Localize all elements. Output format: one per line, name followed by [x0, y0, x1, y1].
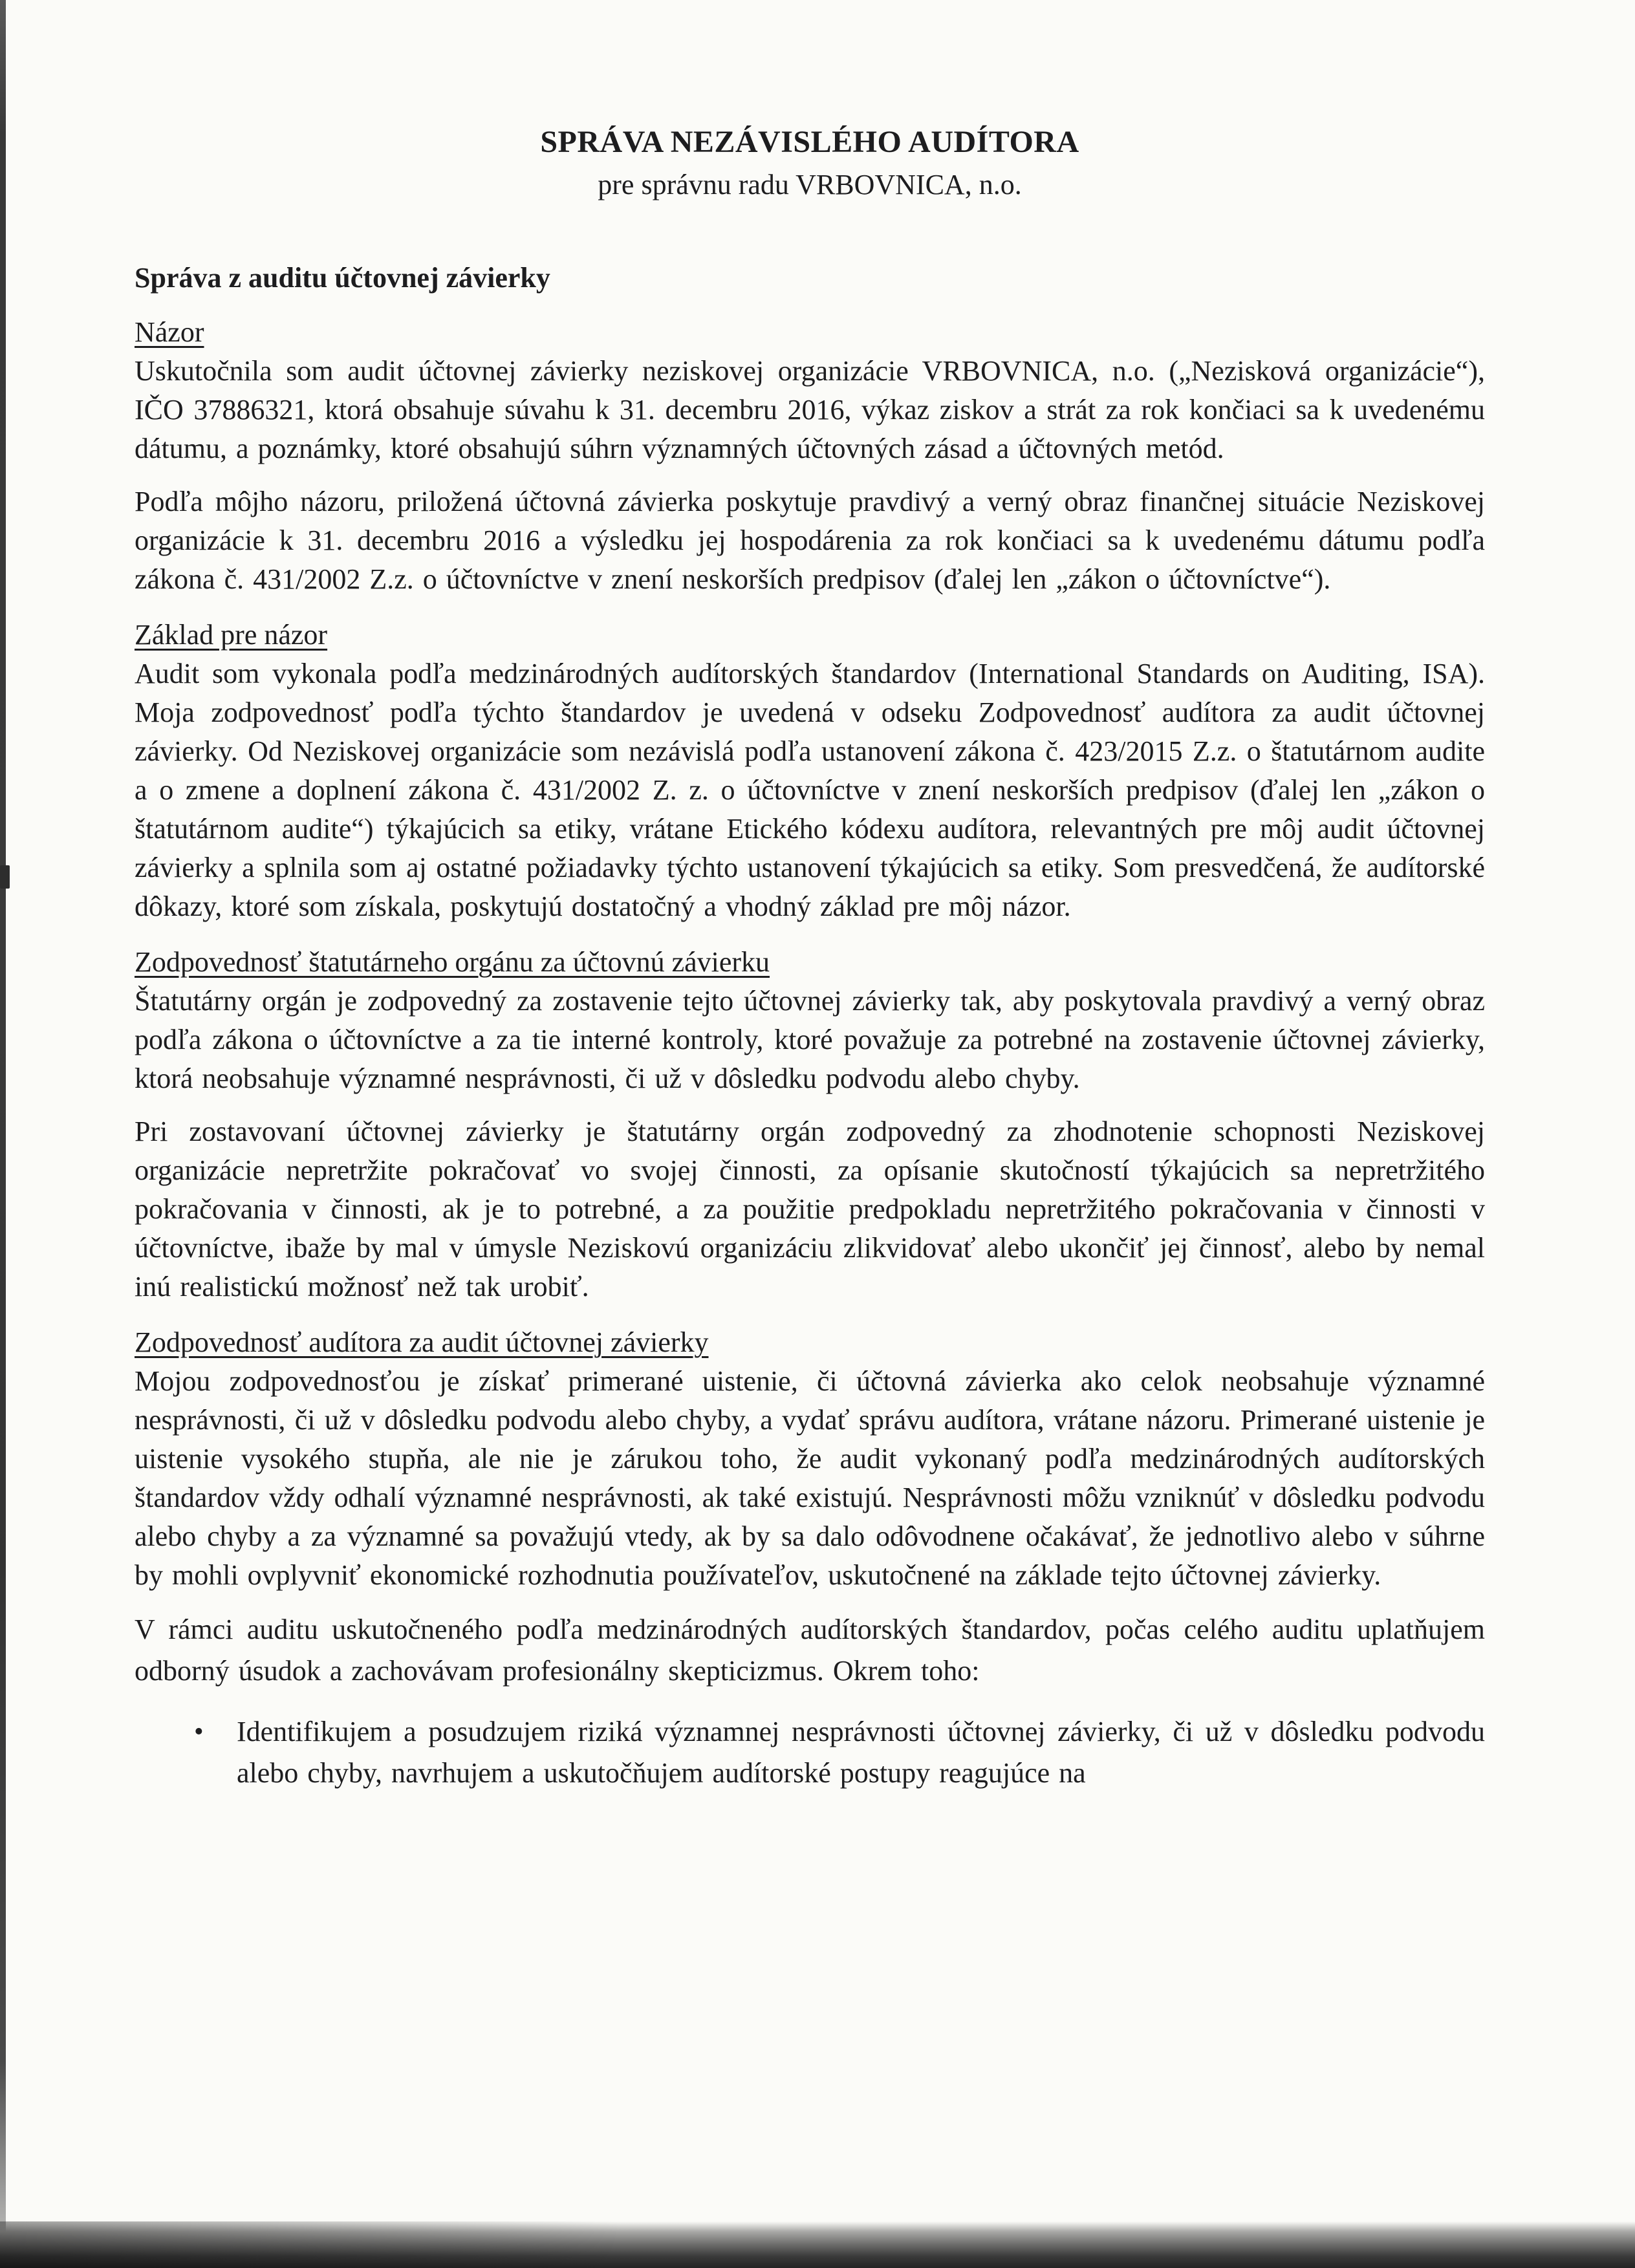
scan-artifact-left-mark: [0, 865, 10, 889]
scan-artifact-left-edge: [0, 0, 6, 2241]
paragraph: Štatutárny orgán je zodpovedný za zostavenie tejto účtovnej závierky tak, aby poskytovala pravdivý a verný obraz podľa zákona o účtovníctve a za tie interné kontroly, ktoré považuje za potrebné na zostavenie účtovnej závierky, ktorá neobsahuje významné nesprávnosti, či už v dôsledku podvodu alebo chyby.: [135, 985, 1485, 1094]
section-heading-nazor: Názor: [135, 316, 204, 348]
document-subtitle: pre správnu radu VRBOVNICA, n.o.: [598, 169, 1022, 200]
paragraph: Podľa môjho názoru, priložená účtovná závierka poskytuje pravdivý a verný obraz finančnej situácie Neziskovej organizácie k 31. decembru 2016 a výsledku jej hospodárenia za rok končiaci sa k uvedenému dátumu podľa zákona č. 431/2002 Z.z. o účtovníctve v znení neskorších predpisov (ďalej len „zákon o účtovníctve“).: [135, 486, 1485, 595]
section-heading-zaklad-pre-nazor: Základ pre názor: [135, 619, 328, 651]
document-title: SPRÁVA NEZÁVISLÉHO AUDÍTORA: [540, 125, 1079, 159]
paragraph: Mojou zodpovednosťou je získať primerané uistenie, či účtovná závierka ako celok neobsahuje významné nesprávnosti, či už v dôsledku podvodu alebo chyby, a vydať správu audítora, vrátane názoru. Primerané uistenie je uistenie vysokého stupňa, ale nie je zárukou toho, že audit vykonaný podľa medzinárodných audítorských štandardov vždy odhalí významné nesprávnosti, ak také existujú. Nesprávnosti môžu vzniknúť v dôsledku podvodu alebo chyby a za významné sa považujú vtedy, ak by sa dalo odôvodnene očakávať, že jednotlivo alebo v súhrne by mohli ovplyvniť ekonomické rozhodnutia používateľov, uskutočnené na základe tejto účtovnej závierky.: [135, 1365, 1485, 1591]
scan-artifact-bottom-edge: [0, 2221, 1635, 2268]
paragraph: Audit som vykonala podľa medzinárodných audítorských štandardov (International Standards on Auditing, ISA). Moja zodpovednosť podľa týchto štandardov je uvedená v odseku Zodpovednosť audítora za audit účtovnej závierky. Od Neziskovej organizácie som nezávislá podľa ustanovení zákona č. 423/2015 Z.z. o štatutárnom audite a o zmene a doplnení zákona č. 431/2002 Z. z. o účtovníctve v znení neskorších predpisov (ďalej len „zákon o štatutárnom audite“) týkajúcich sa etiky, vrátane Etického kódexu audítora, relevantných pre môj audit účtovnej závierky a splnila som aj ostatné požiadavky týchto ustanovení týkajúcich sa etiky. Som presvedčená, že audítorské dôkazy, ktoré som získala, poskytujú dostatočný a vhodný základ pre môj názor.: [135, 658, 1485, 922]
bullet-icon: •: [194, 1717, 204, 1747]
closing-paragraph: V rámci auditu uskutočneného podľa medzinárodných audítorských štandardov, počas celého auditu uplatňujem odborný úsudok a zachovávam profesionálny skepticizmus. Okrem toho:: [135, 1614, 1485, 1687]
bullet-text: Identifikujem a posudzujem riziká významnej nesprávnosti účtovnej závierky, či už v dôsledku podvodu alebo chyby, navrhujem a uskutočňujem audítorské postupy reagujúce na: [237, 1716, 1485, 1789]
section-heading-zodpovednost-statutarneho-organu: Zodpovednosť štatutárneho orgánu za účtovnú závierku: [135, 946, 770, 978]
section-heading-zodpovednost-auditora: Zodpovednosť audítora za audit účtovnej závierky: [135, 1326, 709, 1358]
paragraph: Uskutočnila som audit účtovnej závierky neziskovej organizácie VRBOVNICA, n.o. („Nezisková organizácie“), IČO 37886321, ktorá obsahuje súvahu k 31. decembru 2016, výkaz ziskov a strát za rok končiaci sa k uvedenému dátumu, a poznámky, ktoré obsahujú súhrn významných účtovných zásad a účtovných metód.: [135, 355, 1485, 464]
bullet-item: [194, 1711, 1485, 1794]
page-content: [135, 124, 1485, 1794]
report-section-heading: Správa z auditu účtovnej závierky: [135, 262, 550, 294]
paragraph: Pri zostavovaní účtovnej závierky je štatutárny orgán zodpovedný za zhodnotenie schopnosti Neziskovej organizácie nepretržite pokračovať vo svojej činnosti, za opísanie skutočností týkajúcich sa nepretržitého pokračovania v činnosti, ak je to potrebné, a za použitie predpokladu nepretržitého pokračovania v činnosti v účtovníctve, ibaže by mal v úmysle Neziskovú organizáciu zlikvidovať alebo ukončiť jej činnosť, alebo by nemal inú realistickú možnosť než tak urobiť.: [135, 1116, 1485, 1302]
